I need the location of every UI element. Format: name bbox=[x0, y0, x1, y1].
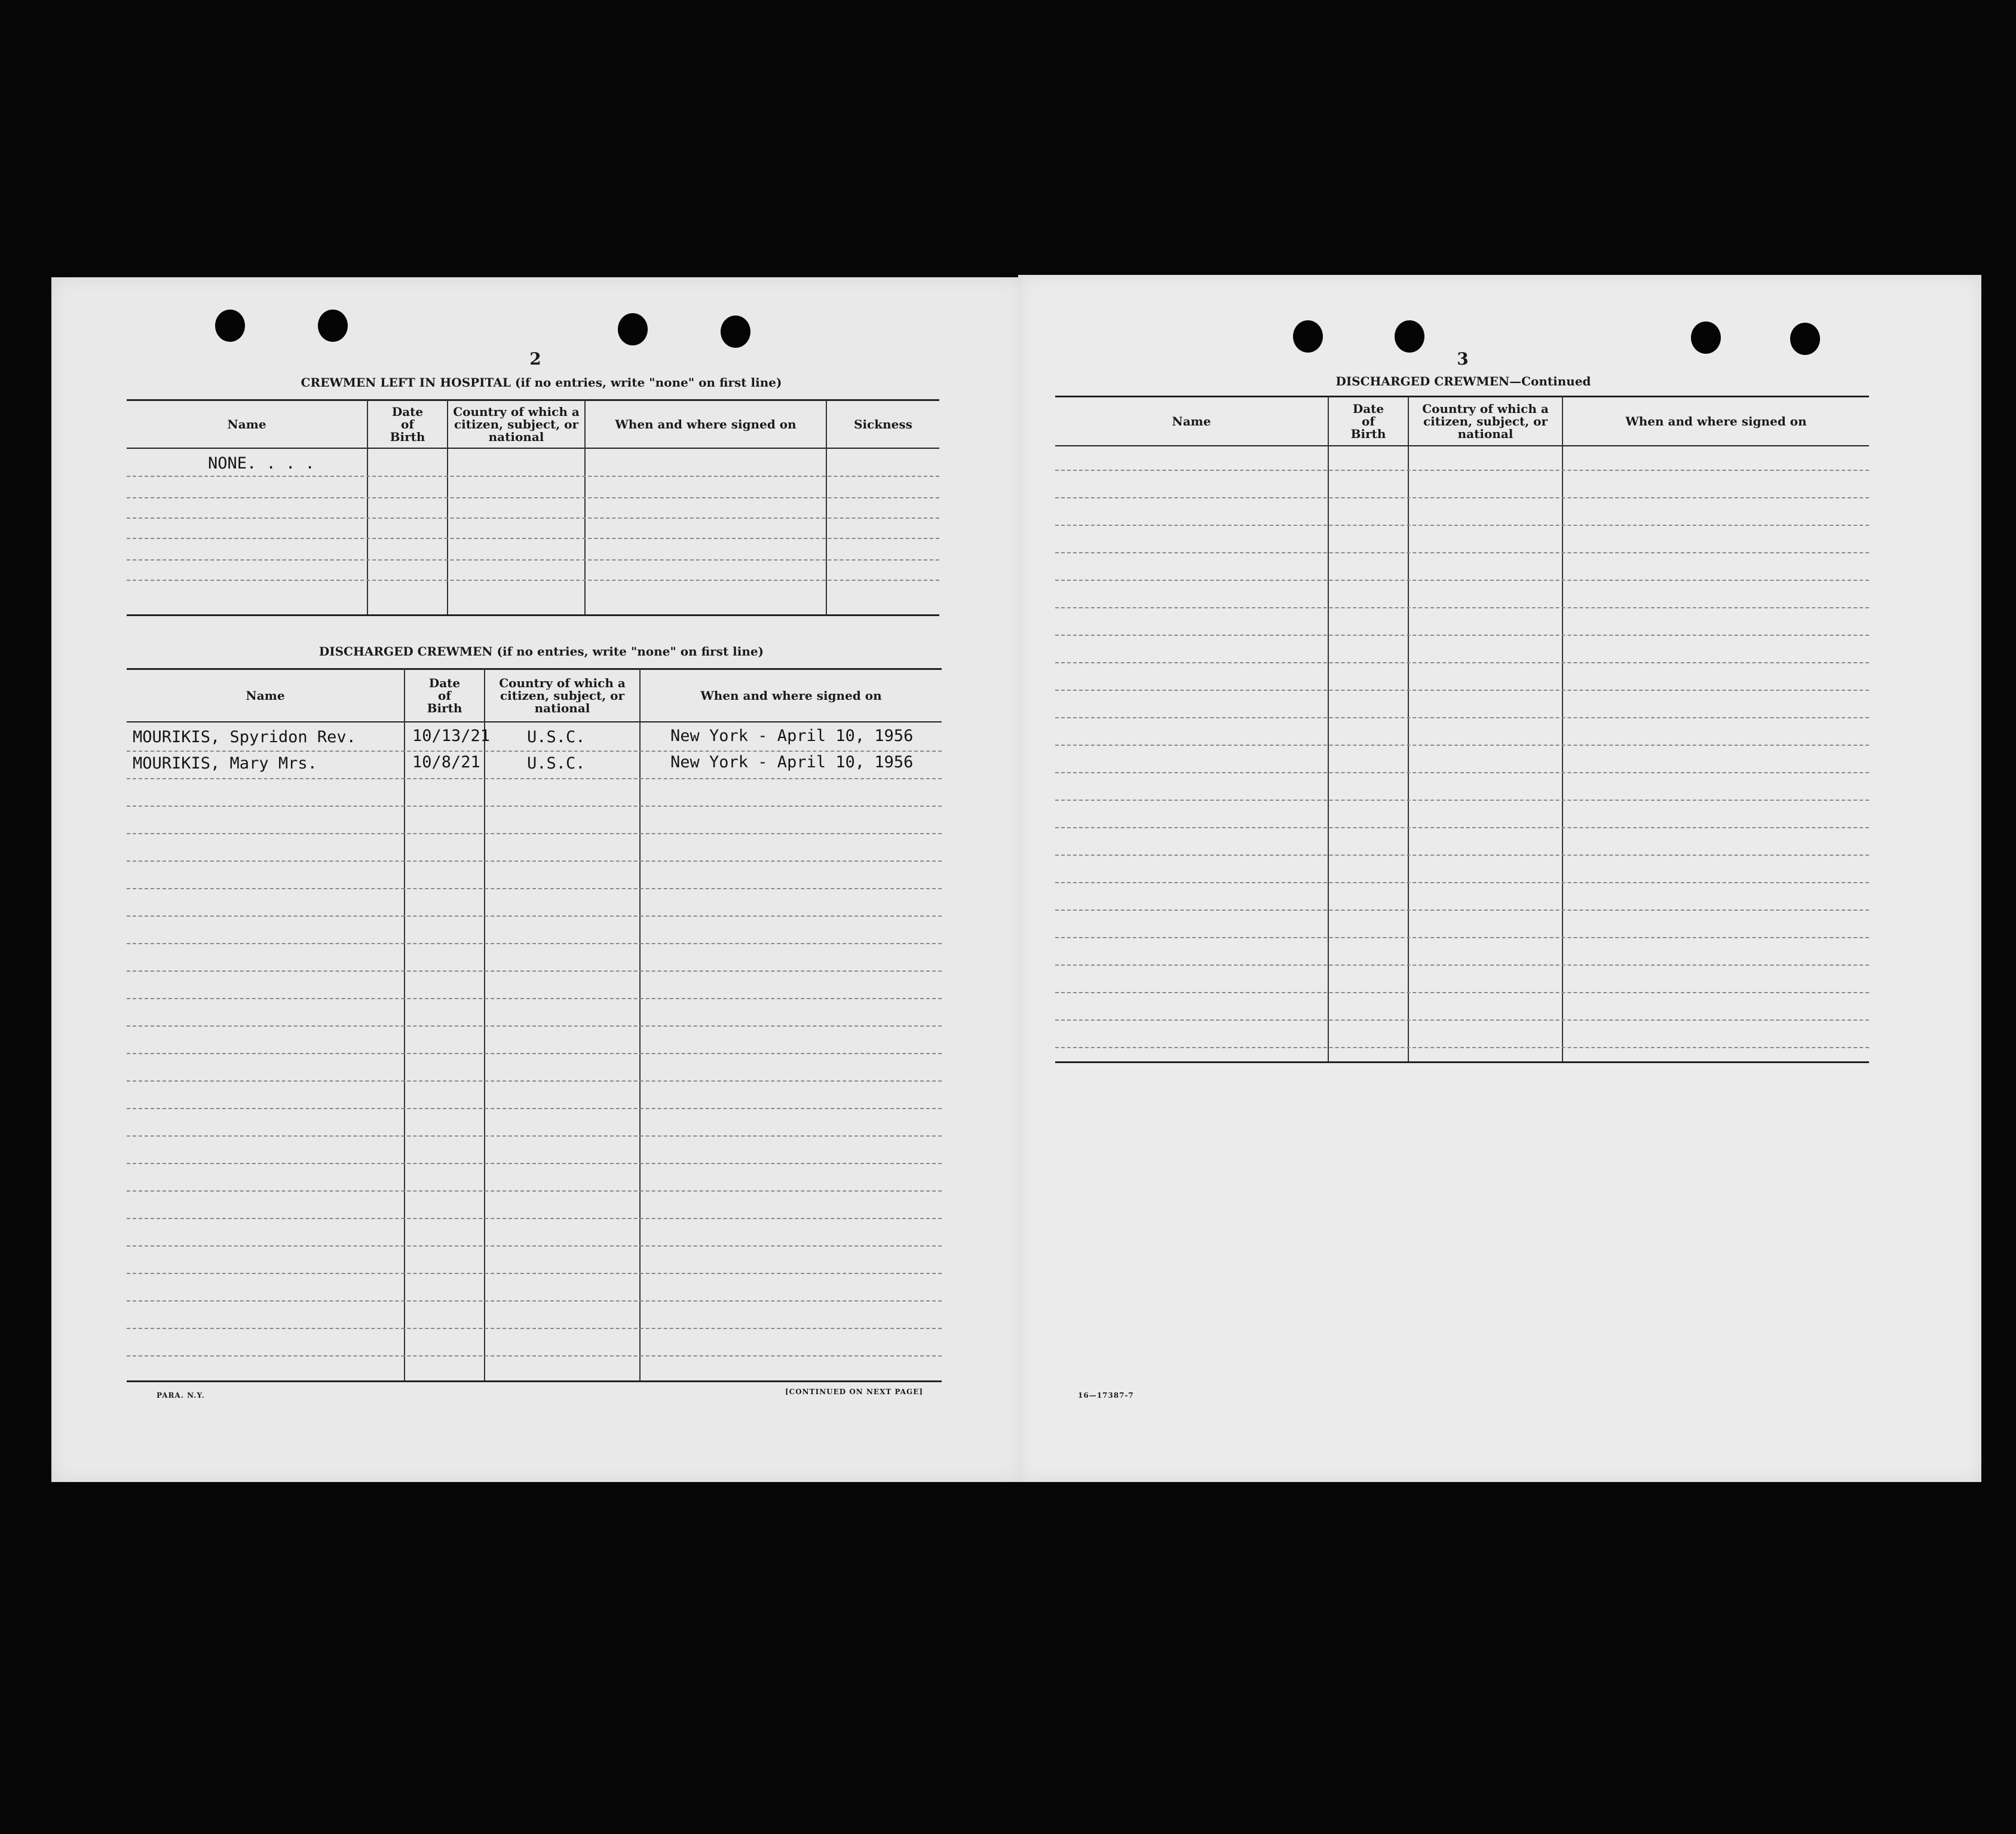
ruled-line bbox=[127, 916, 942, 917]
column-divider bbox=[1328, 396, 1329, 1063]
column-divider bbox=[484, 668, 485, 1382]
column-divider bbox=[404, 668, 405, 1382]
ruled-line bbox=[127, 888, 942, 889]
table-bottom-rule bbox=[127, 614, 939, 616]
table-bottom-rule bbox=[127, 1380, 942, 1382]
entry-country: U.S.C. bbox=[527, 754, 586, 773]
ruled-line bbox=[127, 998, 942, 999]
ruled-line bbox=[127, 943, 942, 944]
ruled-line bbox=[1055, 965, 1869, 966]
punch-hole bbox=[721, 316, 750, 348]
ruled-line bbox=[1055, 497, 1869, 498]
col-country-header: Country of which a citizen, subject, or national bbox=[1422, 401, 1549, 441]
ruled-line bbox=[127, 861, 942, 862]
ruled-line bbox=[127, 751, 942, 752]
ruled-line bbox=[1055, 910, 1869, 911]
page-number: 2 bbox=[529, 349, 541, 369]
entry-country: U.S.C. bbox=[527, 728, 586, 746]
punch-hole bbox=[318, 310, 348, 342]
ruled-line bbox=[1055, 690, 1869, 691]
punch-hole bbox=[1691, 322, 1721, 354]
discharged-continued-title: DISCHARGED CREWMEN—Continued bbox=[1335, 374, 1591, 388]
discharged-title-bold: DISCHARGED CREWMEN bbox=[318, 644, 493, 659]
ruled-line bbox=[1055, 882, 1869, 883]
column-divider bbox=[584, 399, 586, 616]
ruled-line bbox=[127, 559, 939, 561]
column-divider bbox=[826, 399, 827, 616]
form-page-left bbox=[51, 277, 1024, 1482]
ruled-line bbox=[1055, 745, 1869, 746]
entry-signed-on: New York - April 10, 1956 bbox=[670, 753, 914, 771]
ruled-line bbox=[127, 1355, 942, 1357]
column-divider bbox=[639, 668, 641, 1382]
discharged-continued-table bbox=[1055, 396, 1869, 1065]
ruled-line bbox=[127, 1108, 942, 1109]
entry-dob: 10/13/21 bbox=[412, 727, 491, 745]
col-dob-header: Date of Birth bbox=[427, 675, 462, 715]
hospital-section-title bbox=[129, 375, 954, 390]
discharged-table-header bbox=[127, 668, 942, 722]
hospital-title-note: (if no entries, write "none" on first line) bbox=[514, 375, 782, 390]
punch-hole bbox=[618, 313, 648, 345]
ruled-line bbox=[1055, 525, 1869, 526]
entry-name: MOURIKIS, Mary Mrs. bbox=[133, 754, 317, 773]
ruled-line bbox=[127, 1245, 942, 1247]
ruled-line bbox=[127, 1328, 942, 1329]
ruled-line bbox=[127, 538, 939, 539]
ruled-line bbox=[127, 833, 942, 834]
ruled-line bbox=[1055, 470, 1869, 471]
col-sickness-header: Sickness bbox=[854, 417, 912, 431]
ruled-line bbox=[127, 476, 939, 477]
ruled-line bbox=[1055, 717, 1869, 718]
ruled-line bbox=[127, 1025, 942, 1027]
col-name-header: Name bbox=[227, 417, 266, 431]
col-country-header: Country of which a citizen, subject, or national bbox=[499, 675, 626, 715]
discharged-table bbox=[127, 668, 942, 1391]
ruled-line bbox=[127, 806, 942, 807]
col-dob-header: Date of Birth bbox=[390, 404, 425, 444]
column-divider bbox=[1562, 396, 1563, 1063]
form-number: 16—17387-7 bbox=[1078, 1391, 1134, 1400]
col-dob-header: Date of Birth bbox=[1350, 401, 1386, 441]
column-divider bbox=[447, 399, 448, 616]
printer-mark: PARA. N.Y. bbox=[157, 1391, 205, 1400]
col-signed-on-header: When and where signed on bbox=[700, 688, 882, 703]
ruled-line bbox=[127, 1273, 942, 1274]
hospital-table-header bbox=[127, 399, 939, 449]
punch-hole bbox=[1790, 323, 1820, 355]
ruled-line bbox=[1055, 827, 1869, 828]
ruled-line bbox=[1055, 937, 1869, 938]
punch-hole bbox=[215, 310, 245, 342]
discharged-title-note: (if no entries, write "none" on first line) bbox=[497, 644, 764, 659]
ruled-line bbox=[1055, 662, 1869, 663]
continued-table-header bbox=[1055, 396, 1869, 446]
col-signed-on-header: When and where signed on bbox=[615, 417, 796, 431]
ruled-line bbox=[1055, 992, 1869, 993]
ruled-line bbox=[127, 580, 939, 581]
discharged-section-title bbox=[129, 644, 954, 659]
punch-hole bbox=[1395, 320, 1424, 353]
ruled-line bbox=[1055, 580, 1869, 581]
page-number: 3 bbox=[1457, 349, 1469, 369]
ruled-line bbox=[1055, 635, 1869, 636]
entry-signed-on: New York - April 10, 1956 bbox=[670, 727, 914, 745]
hospital-title-bold: CREWMEN LEFT IN HOSPITAL bbox=[301, 375, 511, 390]
ruled-line bbox=[1055, 1047, 1869, 1048]
col-country-header: Country of which a citizen, subject, or national bbox=[453, 404, 580, 444]
ruled-line bbox=[127, 1190, 942, 1192]
ruled-line bbox=[127, 778, 942, 779]
ruled-line bbox=[1055, 552, 1869, 553]
ruled-line bbox=[127, 1300, 942, 1302]
continued-note: [CONTINUED ON NEXT PAGE] bbox=[785, 1388, 924, 1396]
ruled-line bbox=[127, 970, 942, 972]
ruled-line bbox=[127, 1218, 942, 1219]
ruled-line bbox=[1055, 1019, 1869, 1021]
ruled-line bbox=[127, 1163, 942, 1164]
ruled-line bbox=[1055, 855, 1869, 856]
form-page-right bbox=[1018, 275, 1981, 1482]
ruled-line bbox=[127, 497, 939, 498]
col-signed-on-header: When and where signed on bbox=[1625, 414, 1807, 428]
ruled-line bbox=[1055, 772, 1869, 773]
ruled-line bbox=[127, 1053, 942, 1054]
hospital-entry-name: NONE. . . . bbox=[208, 454, 315, 473]
ruled-line bbox=[127, 1135, 942, 1137]
punch-hole bbox=[1293, 320, 1323, 353]
ruled-line bbox=[1055, 800, 1869, 801]
entry-name: MOURIKIS, Spyridon Rev. bbox=[133, 728, 356, 746]
col-name-header: Name bbox=[246, 688, 285, 703]
ruled-line bbox=[127, 518, 939, 519]
column-divider bbox=[367, 399, 368, 616]
table-bottom-rule bbox=[1055, 1061, 1869, 1063]
col-name-header: Name bbox=[1172, 414, 1211, 428]
ruled-line bbox=[1055, 607, 1869, 608]
entry-dob: 10/8/21 bbox=[412, 753, 480, 771]
column-divider bbox=[1408, 396, 1409, 1063]
ruled-line bbox=[127, 1080, 942, 1082]
